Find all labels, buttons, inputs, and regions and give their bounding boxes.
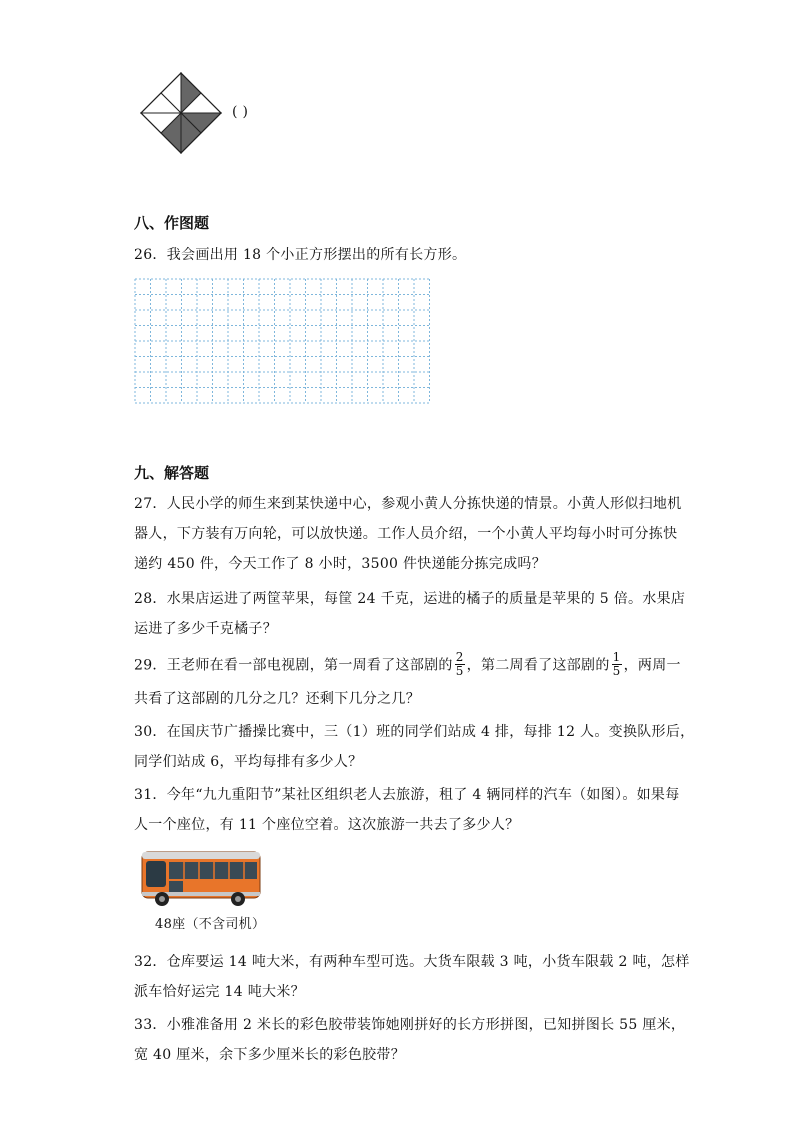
fraction-numerator: 1 bbox=[612, 650, 621, 664]
fraction-denominator: 5 bbox=[455, 664, 464, 678]
question-27-line-3: 递约 450 件，今天工作了 8 小时，3500 件快递能分拣完成吗？ bbox=[134, 556, 547, 572]
question-33-line-2: 宽 40 厘米，余下多少厘米长的彩色胶带？ bbox=[134, 1047, 406, 1063]
question-27-line-2: 器人，下方装有万向轮，可以放快递。工作人员介绍，一个小黄人平均每小时可分拣快 bbox=[134, 526, 678, 542]
question-30-line-2: 同学们站成 6，平均每排有多少人？ bbox=[134, 754, 363, 770]
question-27-line-1: 27．人民小学的师生来到某快递中心，参观小黄人分拣快递的情景。小黄人形似扫地机 bbox=[134, 496, 682, 512]
question-26: 26．我会画出用 18 个小正方形摆出的所有长方形。 bbox=[134, 247, 467, 263]
question-29-text-c: ，两周一 bbox=[623, 657, 681, 674]
bus-image bbox=[140, 848, 264, 914]
section-heading-8: 八、作图题 bbox=[134, 214, 210, 232]
bus-caption: 48座（不含司机） bbox=[155, 917, 266, 932]
question-31-line-2: 人一个座位，有 11 个座位空着。这次旅游一共去了多少人？ bbox=[134, 817, 520, 833]
fraction-two-fifths bbox=[455, 651, 465, 678]
question-29-text-b: ，第二周看了这部剧的 bbox=[466, 657, 610, 674]
answer-blank: ( ) bbox=[232, 104, 249, 120]
fraction-numerator: 2 bbox=[455, 650, 464, 664]
diamond-figure bbox=[140, 72, 222, 154]
question-33-line-1: 33．小雅准备用 2 米长的彩色胶带装饰她刚拼好的长方形拼图，已知拼图长 55 厘米， bbox=[134, 1017, 686, 1033]
dotted-grid bbox=[134, 278, 430, 404]
question-29-line-2: 共看了这部剧的几分之几？还剩下几分之几？ bbox=[134, 691, 420, 707]
question-32-line-1: 32．仓库要运 14 吨大米，有两种车型可选。大货车限载 3 吨，小货车限载 2 吨，怎样 bbox=[134, 954, 690, 970]
question-30-line-1: 30．在国庆节广播操比赛中，三（1）班的同学们站成 4 排，每排 12 人。变换队形后， bbox=[134, 724, 695, 740]
section-heading-9: 九、解答题 bbox=[134, 464, 210, 482]
fraction-denominator: 5 bbox=[612, 664, 621, 678]
question-28-line-1: 28．水果店运进了两筐苹果，每筐 24 千克，运进的橘子的质量是苹果的 5 倍。水果店 bbox=[134, 591, 686, 607]
question-28-line-2: 运进了多少千克橘子？ bbox=[134, 621, 277, 637]
question-29-text-a: 29．王老师在看一部电视剧，第一周看了这部剧的 bbox=[134, 657, 453, 674]
question-32-line-2: 派车恰好运完 14 吨大米？ bbox=[134, 984, 305, 1000]
question-31-line-1: 31．今年“九九重阳节”某社区组织老人去旅游，租了 4 辆同样的汽车（如图）。如果每 bbox=[134, 787, 680, 803]
fraction-one-fifth bbox=[612, 651, 622, 678]
question-29-line-1 bbox=[134, 652, 681, 679]
